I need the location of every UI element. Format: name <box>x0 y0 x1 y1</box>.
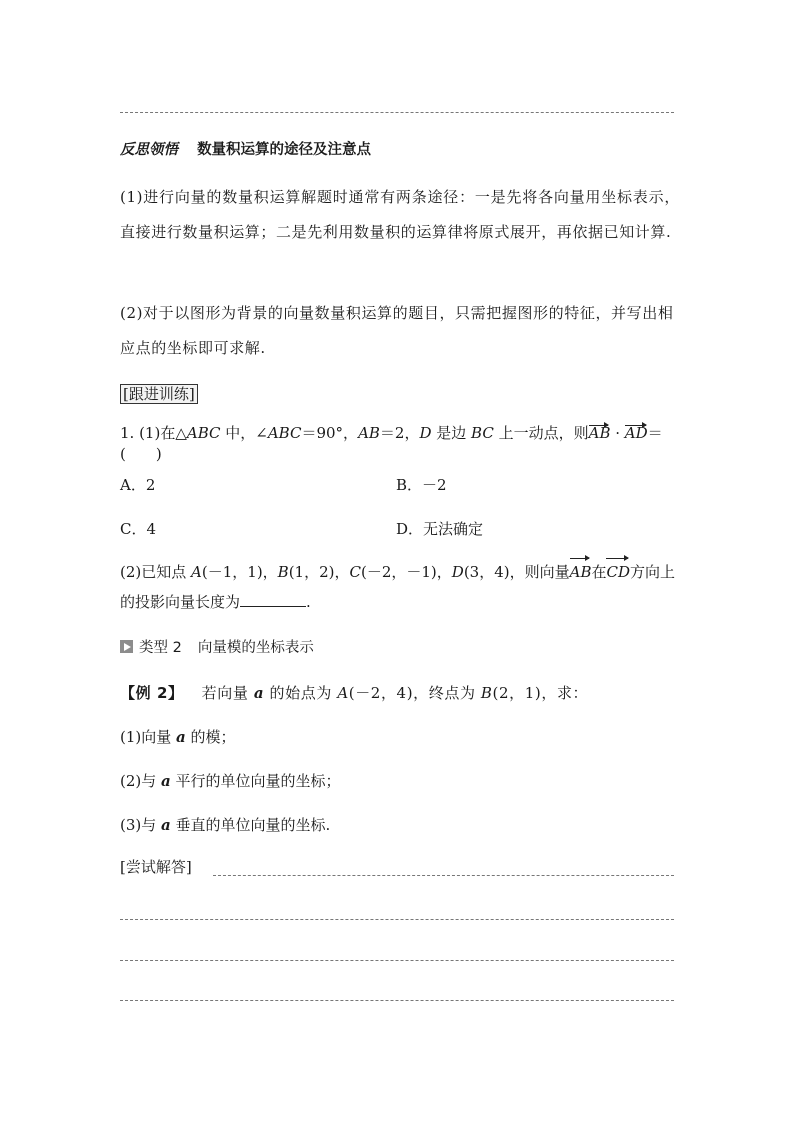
reflection-title: 数量积运算的途径及注意点 <box>197 142 372 158</box>
reflection-tag: 反思领悟 <box>120 142 178 158</box>
try-answer-label: [尝试解答] <box>120 858 192 876</box>
top-divider <box>120 112 674 113</box>
answer-line-1[interactable] <box>213 875 674 876</box>
reflection-heading <box>120 138 680 159</box>
question-2-stem <box>120 557 680 617</box>
question-1-stem: 1. (1)在△ABC 中，∠ABC＝90°，AB＝2，D 是边 BC 上一动点，则AB · AD＝( ) <box>120 424 663 463</box>
follow-up-training-label <box>120 383 680 404</box>
answer-line-3[interactable] <box>120 960 674 961</box>
vector-ad: AD <box>624 424 648 442</box>
example-label: 【例 2】 <box>120 684 184 702</box>
answer-line-4[interactable] <box>120 1000 674 1001</box>
vector-ab: AB <box>588 424 611 442</box>
play-triangle-icon <box>120 640 133 653</box>
type-title: 向量模的坐标表示 <box>197 640 314 656</box>
answer-line-2[interactable] <box>120 919 674 920</box>
sub-question-1: (1)向量 a 的模； <box>120 728 236 746</box>
answer-blank[interactable] <box>240 592 306 607</box>
follow-up-label-text: [跟进训练] <box>120 384 198 404</box>
sub-question-2: (2)与 a 平行的单位向量的坐标； <box>120 772 341 790</box>
example-2: 【例 2】 若向量 a 的始点为 A(－2，4)，终点为 B(2，1)，求： <box>120 684 589 702</box>
option-b: B．－2 <box>396 476 447 494</box>
vector-ab-2: AB <box>570 557 592 587</box>
reflection-paragraph-2: (2)对于以图形为背景的向量数量积运算的题目，只需把握图形的特征，并写出相应点的坐标即可求解. <box>120 304 674 357</box>
type-label: 类型 2 <box>139 640 182 656</box>
option-d: D．无法确定 <box>396 520 484 538</box>
option-c: C．4 <box>120 520 157 538</box>
reflection-paragraph-1: (1)进行向量的数量积运算解题时通常有两条途径：一是先将各向量用坐标表示，直接进行数量积运算；二是先利用数量积的运算律将原式展开，再依据已知计算. <box>120 188 680 241</box>
sub-question-3: (3)与 a 垂直的单位向量的坐标. <box>120 816 331 834</box>
option-a: A．2 <box>120 476 156 494</box>
question-2-line-1: (2)已知点 A(－1，1)，B(1，2)，C(－2，－1)，D(3，4)，则向量AB在CD方向上 <box>120 557 680 587</box>
type-2-heading <box>120 636 680 657</box>
question-2-line-2: 的投影向量长度为 . <box>120 593 311 611</box>
vector-cd: CD <box>606 557 630 587</box>
